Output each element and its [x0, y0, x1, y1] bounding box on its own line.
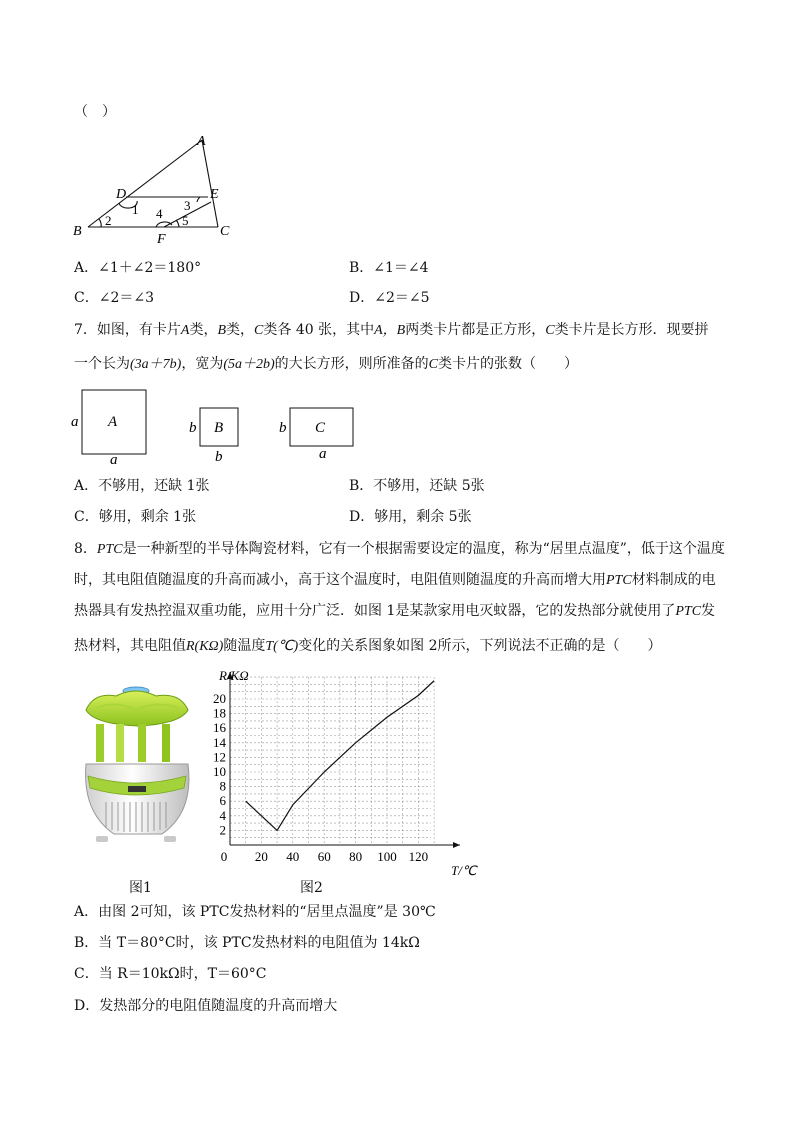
resistance-symbol: R(KΩ): [186, 639, 224, 654]
q7-stem-line1: [74, 320, 709, 341]
stem-text: 如图，有卡片: [96, 322, 181, 338]
y-tick-label: 2: [219, 822, 226, 838]
option-text: 当 T＝80°C时，该 PTC发热材料的电阻值为 14kΩ: [98, 935, 420, 951]
y-tick-label: 10: [213, 764, 226, 779]
var-ab: A，B: [374, 323, 406, 338]
q7-option-a[interactable]: [74, 476, 209, 496]
option-letter: B．: [349, 260, 374, 276]
option-letter: D．: [74, 998, 100, 1014]
width-expression: (5a＋2b): [223, 357, 275, 372]
q6-option-d[interactable]: [349, 288, 430, 308]
x-tick-label: 20: [254, 849, 268, 864]
resistance-temperature-chart: [205, 664, 490, 884]
stem-text: 材料制成的电: [631, 572, 716, 588]
option-letter: C．: [74, 509, 99, 525]
q8-stem-line3: [74, 601, 715, 622]
y-tick-label: 8: [219, 778, 226, 794]
question-number: 8．: [74, 541, 97, 557]
question-number: 7．: [74, 322, 97, 338]
y-tick-label: 14: [213, 734, 226, 750]
option-text: 发热部分的电阻值随温度的升高而增大: [99, 998, 338, 1014]
vertex-label-E: E: [210, 187, 219, 202]
option-letter: B．: [349, 478, 374, 494]
card-c-name: C: [315, 420, 326, 436]
option-text: 不够用，还缺 5张: [373, 478, 485, 494]
angle-label-1: 1: [132, 202, 139, 217]
stem-text: 类，: [189, 322, 218, 338]
option-letter: B．: [74, 935, 99, 951]
stem-text: 类卡片是长方形．现要拼: [554, 322, 709, 338]
q7-option-b[interactable]: [349, 476, 485, 496]
card-a-bottom: a: [110, 452, 118, 468]
vertex-label-B: B: [73, 224, 82, 239]
option-text: ∠2＝∠3: [98, 290, 154, 306]
stem-text: ，宽为: [181, 356, 224, 372]
y-tick-label: 12: [213, 749, 226, 765]
y-tick-label: 6: [219, 793, 226, 809]
x-axis-arrow: [453, 842, 460, 848]
stem-text: 类，: [226, 322, 255, 338]
q8-stem-line1: [74, 539, 725, 560]
stem-text: 热材料，其电阻值: [74, 638, 186, 654]
card-b-bottom: b: [215, 449, 223, 465]
figure1-caption: 图1: [129, 880, 152, 896]
option-letter: A．: [74, 478, 99, 494]
q7-option-c[interactable]: [74, 507, 196, 527]
q7-option-d[interactable]: [349, 507, 472, 527]
angle-label-3: 3: [184, 198, 191, 213]
vertex-label-A: A: [197, 134, 206, 149]
q8-option-d[interactable]: [74, 996, 337, 1016]
option-letter: C．: [74, 966, 99, 982]
stem-text: 的大长方形，则所准备的: [274, 356, 429, 372]
stem-text: 时，其电阻值随温度的升高而减小，高于这个温度时，电阻值则随温度的升高而增大用: [74, 572, 606, 588]
ptc-term: PTC: [606, 573, 632, 588]
x-tick-label: 80: [349, 849, 363, 864]
card-c-bottom: a: [319, 446, 327, 462]
cards-figure: [68, 384, 368, 468]
angle-label-2: 2: [105, 213, 112, 228]
stem-text: 是一种新型的半导体陶瓷材料，它有一个根据需要设定的温度，称为“居里点温度”，低于这个温度: [122, 541, 725, 557]
option-text: 够用，剩余 5张: [374, 509, 472, 525]
series-line: [246, 681, 434, 831]
option-text: 够用，剩余 1张: [98, 509, 197, 525]
stem-text: 变化的关系图象如图 2所示，下列说法不正确的是（ ）: [298, 638, 662, 654]
q8-stem-line4: [74, 636, 662, 657]
stem-text: 类各 40 张，其中: [263, 322, 375, 338]
q8-stem-line2: [74, 570, 716, 591]
option-text: ∠1＋∠2＝180°: [98, 260, 202, 276]
vertex-label-C: C: [220, 224, 230, 239]
chart-series: [246, 681, 434, 831]
option-text: 由图 2可知，该 PTC发热材料的“居里点温度”是 30℃: [98, 904, 436, 920]
card-b-name: B: [214, 420, 224, 436]
stem-text: 两类卡片都是正方形，: [405, 322, 546, 338]
card-c-side: b: [279, 420, 287, 436]
option-letter: D．: [349, 509, 375, 525]
length-expression: (3a＋7b): [130, 357, 182, 372]
chart-axes: [227, 672, 460, 848]
var-c: C: [428, 357, 438, 372]
q6-option-a[interactable]: [74, 258, 201, 278]
temperature-symbol: T(℃): [265, 639, 299, 654]
var-c: C: [545, 323, 555, 338]
q8-option-c[interactable]: [74, 964, 266, 984]
var-c: C: [254, 323, 264, 338]
ptc-term: PTC: [96, 542, 123, 557]
figure2-caption: 图2: [300, 880, 323, 896]
y-tick-label: 18: [213, 705, 226, 721]
chart-ticks: [213, 691, 428, 864]
x-axis-label: T/℃: [451, 863, 477, 878]
option-letter: D．: [349, 290, 375, 306]
x-tick-label: 40: [286, 849, 300, 864]
q8-option-b[interactable]: [74, 933, 420, 953]
q8-option-a[interactable]: [74, 902, 436, 922]
option-letter: A．: [74, 904, 99, 920]
card-a-name: A: [108, 414, 118, 430]
card-b-side: b: [189, 420, 197, 436]
angle-label-5: 5: [182, 213, 189, 228]
card-a-side: a: [71, 414, 79, 430]
option-text: 不够用，还缺 1张: [98, 478, 210, 494]
q6-option-c[interactable]: [74, 288, 154, 308]
stem-text: 发: [701, 603, 716, 619]
y-tick-label: 4: [219, 807, 226, 823]
option-letter: A．: [74, 260, 99, 276]
x-tick-label: 100: [377, 849, 397, 864]
x-tick-label: 0: [220, 849, 228, 864]
ptc-term: PTC: [675, 604, 702, 619]
option-letter: C．: [74, 290, 99, 306]
stem-text: 一个长为: [74, 356, 130, 372]
angle-label-4: 4: [156, 206, 163, 221]
stem-text: 类卡片的张数（ ）: [438, 356, 578, 372]
triangle-figure: [68, 130, 248, 245]
var-b: B: [217, 323, 227, 338]
chart-grid: [230, 677, 434, 845]
stem-text: 随温度: [223, 638, 266, 654]
vertex-label-F: F: [157, 232, 166, 245]
q7-stem-line2: [74, 354, 578, 375]
vertex-label-D: D: [116, 187, 127, 202]
q6-option-b[interactable]: [349, 258, 429, 278]
x-tick-label: 60: [317, 849, 331, 864]
x-tick-label: 120: [408, 849, 429, 864]
var-a: A: [180, 323, 190, 338]
option-text: ∠1＝∠4: [373, 260, 429, 276]
stem-text: 热器具有发热控温双重功能，应用十分广泛．如图 1是某款家用电灭蚊器，它的发热部分就使用了: [74, 603, 676, 619]
y-tick-label: 16: [213, 720, 226, 736]
mosquito-killer-image: [76, 684, 200, 860]
answer-bracket: （ ）: [74, 104, 116, 120]
y-tick-label: 20: [213, 691, 226, 706]
option-text: 当 R＝10kΩ时，T＝60°C: [98, 966, 267, 982]
y-axis-label: R/KΩ: [219, 668, 249, 683]
option-text: ∠2＝∠5: [374, 290, 430, 306]
